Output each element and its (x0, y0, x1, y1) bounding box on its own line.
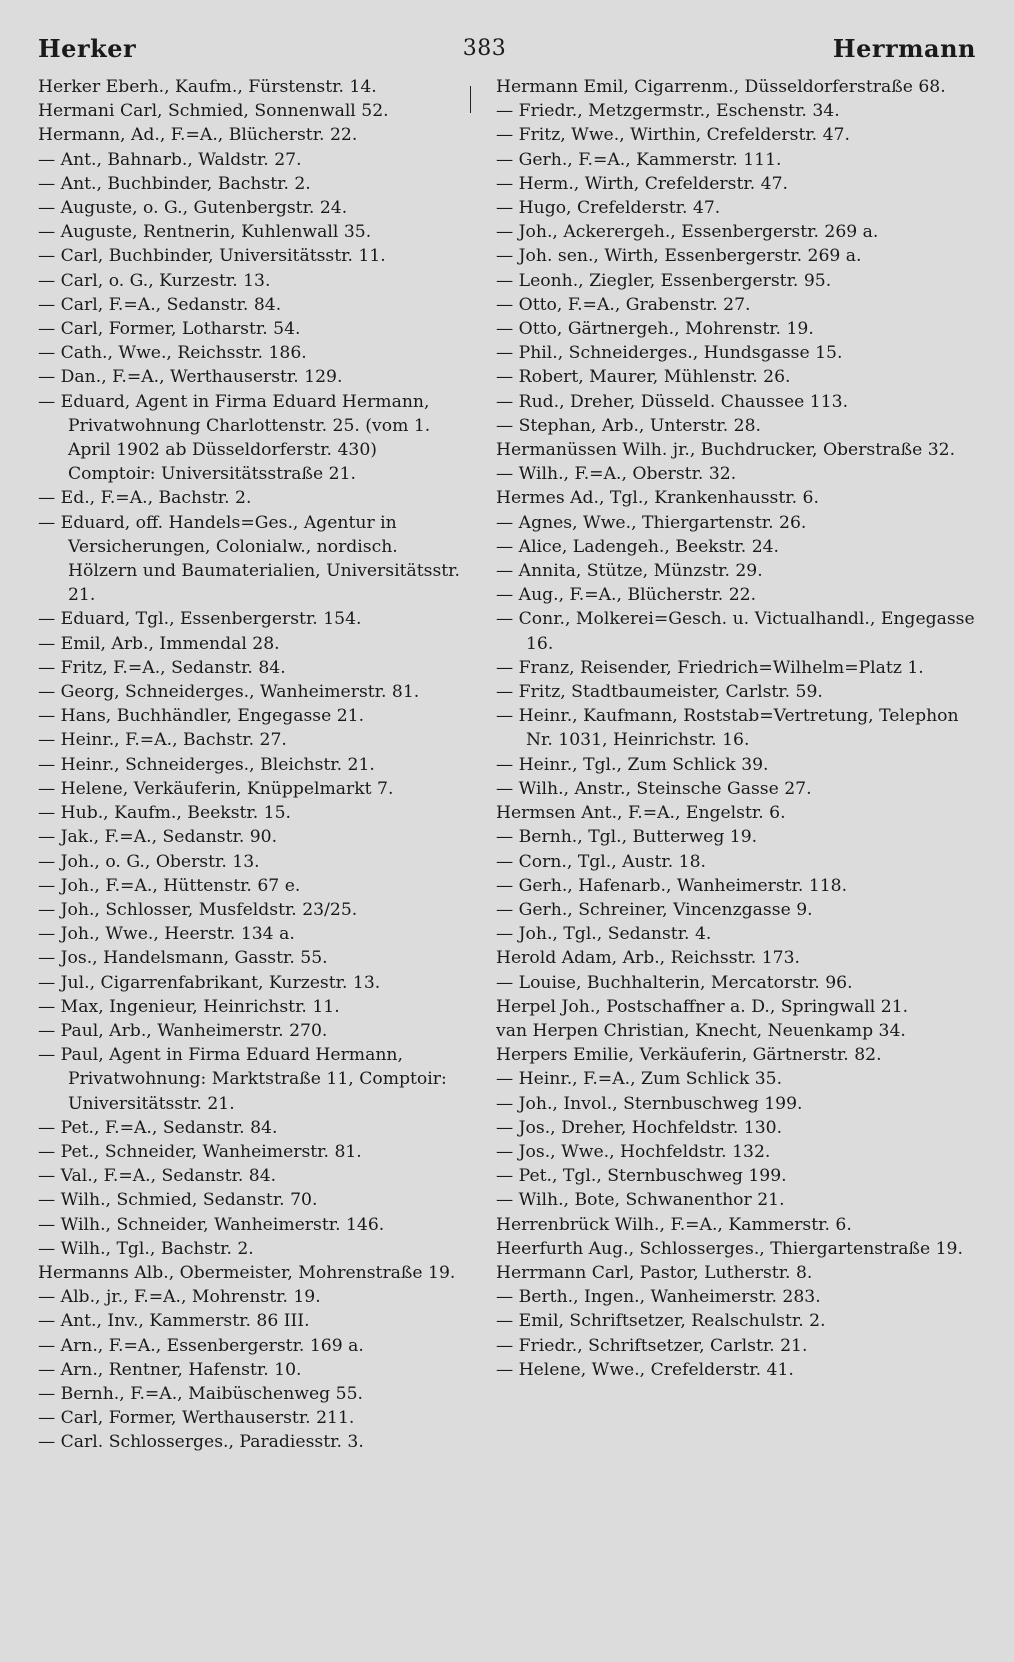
directory-entry: Herrmann Carl, Pastor, Lutherstr. 8. (496, 1262, 813, 1283)
header-left-keyword: Herker (38, 33, 137, 63)
directory-entry: — Jul., Cigarrenfabrikant, Kurzestr. 13. (38, 972, 381, 993)
directory-entry: — Carl, Buchbinder, Universitätsstr. 11. (38, 246, 386, 267)
directory-entry: Herpers Emilie, Verkäuferin, Gärtnerstr. 82. (496, 1045, 882, 1066)
directory-entry: — Agnes, Wwe., Thiergartenstr. 26. (496, 512, 807, 533)
directory-entry: — Fritz, Wwe., Wirthin, Crefelderstr. 47. (496, 125, 850, 146)
directory-entry: — Fritz, F.=A., Sedanstr. 84. (38, 657, 286, 678)
directory-entry: — Auguste, o. G., Gutenbergstr. 24. (38, 198, 348, 219)
directory-entry: — Annita, Stütze, Münzstr. 29. (496, 561, 763, 582)
directory-entry: — Wilh., Schneider, Wanheimerstr. 146. (38, 1214, 385, 1235)
directory-entry: — Heinr., Schneiderges., Bleichstr. 21. (38, 754, 375, 775)
directory-entry: Hermann Emil, Cigarrenm., Düsseldorferstraße 68. (496, 77, 946, 97)
directory-entry: — Arn., F.=A., Essenbergerstr. 169 a. (38, 1335, 364, 1356)
directory-entry: — Bernh., Tgl., Butterweg 19. (496, 827, 758, 848)
directory-entry: — Wilh., Tgl., Bachstr. 2. (38, 1238, 254, 1259)
directory-entry: — Joh., Ackerergeh., Essenbergerstr. 269 a. (496, 222, 879, 243)
directory-entry: — Joh., Tgl., Sedanstr. 4. (496, 924, 712, 945)
directory-entry: Hermsen Ant., F.=A., Engelstr. 6. (496, 803, 786, 824)
directory-entry: — Max, Ingenieur, Heinrichstr. 11. (38, 996, 340, 1017)
directory-entry: — Carl, F.=A., Sedanstr. 84. (38, 294, 282, 315)
directory-entry: — Jos., Dreher, Hochfeldstr. 130. (496, 1117, 783, 1138)
directory-entry: — Otto, Gärtnergeh., Mohrenstr. 19. (496, 319, 814, 340)
directory-entry: — Helene, Verkäuferin, Knüppelmarkt 7. (38, 778, 394, 799)
directory-entry: — Hub., Kaufm., Beekstr. 15. (38, 803, 292, 824)
directory-entry: — Louise, Buchhalterin, Mercatorstr. 96. (496, 972, 853, 993)
directory-entry: — Joh., Wwe., Heerstr. 134 a. (38, 924, 295, 945)
directory-entry: — Wilh., Bote, Schwanenthor 21. (496, 1190, 785, 1211)
directory-entry: — Cath., Wwe., Reichsstr. 186. (38, 343, 307, 364)
directory-entry: — Ed., F.=A., Bachstr. 2. (38, 488, 252, 509)
directory-entry: — Phil., Schneiderges., Hundsgasse 15. (496, 343, 843, 364)
directory-entry: — Jos., Handelsmann, Gasstr. 55. (38, 948, 328, 969)
column-divider (470, 86, 471, 113)
directory-entry: — Pet., Tgl., Sternbuschweg 199. (496, 1166, 787, 1187)
directory-entry: Hermanns Alb., Obermeister, Mohrenstraße 19. (38, 1262, 456, 1283)
directory-entry: — Herm., Wirth, Crefelderstr. 47. (496, 173, 788, 194)
directory-entry: — Carl, Former, Werthauserstr. 211. (38, 1408, 355, 1429)
directory-entry: — Heinr., Kaufmann, Roststab=Vertretung, Telephon Nr. 1031, Heinrichstr. 16. (496, 706, 959, 751)
directory-entry: Hermann, Ad., F.=A., Blücherstr. 22. (38, 125, 358, 146)
directory-entry: — Fritz, Stadtbaumeister, Carlstr. 59. (496, 682, 823, 703)
directory-entry: — Rud., Dreher, Düsseld. Chaussee 113. (496, 391, 849, 412)
directory-entry: — Gerh., Schreiner, Vincenzgasse 9. (496, 899, 813, 920)
directory-entry: — Joh. sen., Wirth, Essenbergerstr. 269 a. (496, 246, 862, 267)
directory-entry: — Wilh., F.=A., Oberstr. 32. (496, 464, 737, 485)
directory-entry: — Emil, Arb., Immendal 28. (38, 633, 280, 654)
directory-entry: — Helene, Wwe., Crefelderstr. 41. (496, 1359, 794, 1380)
directory-entry: — Arn., Rentner, Hafenstr. 10. (38, 1359, 302, 1380)
directory-entry: van Herpen Christian, Knecht, Neuenkamp 34. (496, 1020, 906, 1041)
directory-entry: — Carl, o. G., Kurzestr. 13. (38, 270, 271, 291)
directory-entry: — Robert, Maurer, Mühlenstr. 26. (496, 367, 791, 388)
directory-entry: Herpel Joh., Postschaffner a. D., Springwall 21. (496, 996, 909, 1017)
directory-entry: — Heinr., Tgl., Zum Schlick 39. (496, 754, 769, 775)
directory-entry: Herold Adam, Arb., Reichsstr. 173. (496, 948, 800, 969)
directory-entry: — Emil, Schriftsetzer, Realschulstr. 2. (496, 1311, 826, 1332)
directory-entry: — Paul, Arb., Wanheimerstr. 270. (38, 1020, 328, 1041)
directory-entry: — Berth., Ingen., Wanheimerstr. 283. (496, 1287, 821, 1308)
directory-entry: — Carl, Former, Lotharstr. 54. (38, 319, 301, 340)
directory-entry: Hermanüssen Wilh. jr., Buchdrucker, Oberstraße 32. (496, 440, 956, 461)
directory-entry: — Pet., Schneider, Wanheimerstr. 81. (38, 1141, 362, 1162)
directory-entry: Hermani Carl, Schmied, Sonnenwall 52. (38, 101, 389, 122)
directory-entry: — Aug., F.=A., Blücherstr. 22. (496, 585, 757, 606)
header-right-keyword: Herrmann (832, 33, 976, 63)
directory-entry: — Otto, F.=A., Grabenstr. 27. (496, 294, 751, 315)
directory-entry: — Franz, Reisender, Friedrich=Wilhelm=Platz 1. (496, 657, 924, 678)
directory-entry: — Bernh., F.=A., Maibüschenweg 55. (38, 1383, 363, 1404)
directory-entry: — Stephan, Arb., Unterstr. 28. (496, 415, 762, 436)
directory-entry: — Heinr., F.=A., Bachstr. 27. (38, 730, 287, 751)
directory-entry: — Joh., F.=A., Hüttenstr. 67 e. (38, 875, 301, 896)
directory-entry: — Wilh., Anstr., Steinsche Gasse 27. (496, 778, 812, 799)
page-header (38, 30, 976, 66)
directory-entry: — Eduard, off. Handels=Ges., Agentur in Versicherungen, Colonialw., nordisch. Hölzern und Baumaterialien, Universitätsstr. 21. (38, 512, 460, 606)
directory-entry: — Joh., Invol., Sternbuschweg 199. (496, 1093, 803, 1114)
directory-entry: — Alice, Ladengeh., Beekstr. 24. (496, 536, 780, 557)
directory-entry: — Jak., F.=A., Sedanstr. 90. (38, 827, 278, 848)
directory-entry: — Leonh., Ziegler, Essenbergerstr. 95. (496, 270, 832, 291)
directory-entry: — Corn., Tgl., Austr. 18. (496, 851, 706, 872)
directory-entry: — Heinr., F.=A., Zum Schlick 35. (496, 1069, 783, 1090)
directory-entry: Heerfurth Aug., Schlosserges., Thiergartenstraße 19. (496, 1238, 963, 1259)
directory-entry: — Wilh., Schmied, Sedanstr. 70. (38, 1190, 318, 1211)
directory-entry: Hermes Ad., Tgl., Krankenhausstr. 6. (496, 488, 819, 509)
directory-entry: — Jos., Wwe., Hochfeldstr. 132. (496, 1141, 771, 1162)
directory-entry: — Hans, Buchhändler, Engegasse 21. (38, 706, 365, 727)
directory-entry: Herrenbrück Wilh., F.=A., Kammerstr. 6. (496, 1214, 852, 1235)
directory-entry: — Ant., Inv., Kammerstr. 86 III. (38, 1311, 310, 1332)
right-column (496, 75, 976, 1382)
directory-entry: — Ant., Bahnarb., Waldstr. 27. (38, 149, 302, 170)
directory-entry: — Ant., Buchbinder, Bachstr. 2. (38, 173, 311, 194)
directory-entry: — Friedr., Schriftsetzer, Carlstr. 21. (496, 1335, 808, 1356)
directory-entry: — Georg, Schneiderges., Wanheimerstr. 81. (38, 682, 420, 703)
directory-entry: Herker Eberh., Kaufm., Fürstenstr. 14. (38, 77, 377, 97)
directory-entry: — Hugo, Crefelderstr. 47. (496, 198, 721, 219)
directory-entry: — Pet., F.=A., Sedanstr. 84. (38, 1117, 278, 1138)
directory-entry: — Friedr., Metzgermstr., Eschenstr. 34. (496, 101, 840, 122)
directory-entry: — Carl. Schlosserges., Paradiesstr. 3. (38, 1432, 364, 1453)
left-column (38, 75, 468, 1455)
directory-entry: — Dan., F.=A., Werthauserstr. 129. (38, 367, 343, 388)
directory-entry: — Conr., Molkerei=Gesch. u. Victualhandl., Engegasse 16. (496, 609, 975, 654)
directory-entry: — Eduard, Tgl., Essenbergerstr. 154. (38, 609, 362, 630)
page-number: 383 (462, 35, 507, 61)
directory-entry: — Val., F.=A., Sedanstr. 84. (38, 1166, 277, 1187)
directory-entry: — Gerh., Hafenarb., Wanheimerstr. 118. (496, 875, 848, 896)
directory-entry: — Joh., o. G., Oberstr. 13. (38, 851, 260, 872)
directory-entry: — Eduard, Agent in Firma Eduard Hermann, Privatwohnung Charlottenstr. 25. (vom 1. April 1902 ab Düsseldorferstr. 430) Comptoir: Universitätsstraße 21. (38, 391, 431, 485)
directory-entry: — Gerh., F.=A., Kammerstr. 111. (496, 149, 782, 170)
directory-entry: — Alb., jr., F.=A., Mohrenstr. 19. (38, 1287, 321, 1308)
directory-entry: — Paul, Agent in Firma Eduard Hermann, Privatwohnung: Marktstraße 11, Comptoir: Universitätsstr. 21. (38, 1045, 447, 1114)
directory-entry: — Auguste, Rentnerin, Kuhlenwall 35. (38, 222, 372, 243)
directory-entry: — Joh., Schlosser, Musfeldstr. 23/25. (38, 899, 358, 920)
